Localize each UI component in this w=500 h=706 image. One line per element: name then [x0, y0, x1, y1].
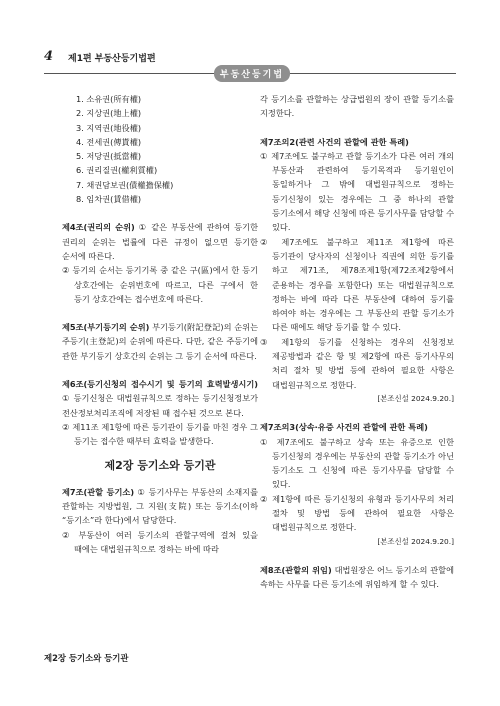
article-title: 제5조(부기등기의 순위)	[62, 322, 150, 333]
article-paragraph: 부기등기(附記登記)의 순위는 주등기(主登記)의 순위에 따른다. 다만, 같은 주등기에 관한 부기등기 상호간의 순위는 그 등기 순서에 따른다.	[62, 322, 258, 361]
article-4	[62, 220, 258, 306]
amendment-note: [본조신설 2024.9.20.]	[377, 536, 454, 546]
section-banner	[214, 65, 290, 82]
chapter-title: 제2장 등기소와 등기관	[104, 458, 216, 472]
article-paragraph: ② 제1항에 따른 등기신청의 유형과 등기사무의 처리 절차 및 방법 등에 관하여 필요한 사항은 대법원규칙으로 정한다.	[260, 493, 454, 533]
list-item: 4. 전세권(傳貰權)	[76, 136, 142, 147]
article-paragraph: ① 같은 부동산에 관하여 등기한 권리의 순위는 법률에 다른 규정이 없으면 등기한 순서에 따른다.	[62, 222, 258, 261]
page-footer: 제2장 등기소와 등기관	[44, 653, 129, 663]
list-item: 2. 지상권(地上權)	[76, 108, 142, 119]
article-7-3	[260, 420, 454, 549]
article-paragraph: ③ 제1항의 등기를 신청하는 경우의 신청정보 제공방법과 같은 항 및 제2항에 따른 등기사무의 처리 절차 및 방법 등에 관하여 필요한 사항은 대법원규칙으로 정한다.	[260, 336, 454, 390]
right-column	[260, 92, 454, 592]
article-7	[62, 485, 258, 556]
list-item: 7. 채권담보권(債權擔保權)	[76, 179, 174, 190]
article-title: 제6조(등기신청의 접수시기 및 등기의 효력발생시기)	[62, 379, 258, 390]
article-title: 제4조(권리의 순위)	[62, 222, 135, 233]
section-banner-label: 부동산등기법	[219, 70, 285, 80]
page-number: 4	[44, 49, 54, 64]
article-paragraph: ① 제7조에도 불구하고 상속 또는 유증으로 인한 등기신청의 경우에는 부동산의 관할 등기소가 아닌 등기소도 그 신청에 따른 등기사무를 담당할 수 있다.	[260, 436, 454, 490]
article-6	[62, 377, 258, 448]
amendment-note: [본조신설 2024.9.20.]	[377, 393, 454, 403]
article-paragraph: ② 제11조 제1항에 따른 등기관이 등기를 마친 경우 그 등기는 접수한 때부터 효력을 발생한다.	[62, 421, 258, 447]
list-item: 5. 저당권(抵當權)	[76, 151, 142, 162]
article-title: 제7조의2(관련 사건의 관할에 관한 특례)	[260, 136, 409, 147]
article-8	[260, 563, 454, 592]
article-title: 제7조의3(상속·유증 사건의 관할에 관한 특례)	[260, 422, 428, 433]
continued-text: 각 등기소를 관할하는 상급법원의 장이 관할 등기소를 지정한다.	[260, 94, 454, 119]
part-title: 제1편 부동산등기법편	[68, 54, 156, 64]
article-paragraph: 대법원장은 어느 등기소의 관할에 속하는 사무를 다른 등기소에 위임하게 할 수 있다.	[260, 564, 454, 590]
article-paragraph: ② 부동산이 여러 등기소의 관할구역에 걸쳐 있을 때에는 대법원규칙으로 정하는 바에 따라	[62, 529, 258, 555]
article-title: 제8조(관할의 위임)	[260, 564, 332, 575]
article-paragraph: ② 등기의 순서는 등기기록 중 같은 구(區)에서 한 등기 상호간에는 순위번호에 따르고, 다른 구에서 한 등기 상호간에는 접수번호에 따른다.	[62, 265, 258, 304]
list-item: 1. 소유권(所有權)	[76, 94, 142, 104]
left-column	[62, 92, 258, 556]
article-paragraph: ① 제7조에도 불구하고 관할 등기소가 다른 여러 개의 부동산과 관련하여 등기목적과 등기원인이 동일하거나 그 밖에 대법원규칙으로 정하는 등기신청이 있는 경우에는 그 중 하나의 관할 등기소에서 해당 신청에 따른 등기사무를 담당할 수 있다.	[260, 150, 454, 233]
article-7-2	[260, 135, 454, 407]
list-item: 6. 권리질권(權利質權)	[76, 165, 158, 176]
article-paragraph: ① 등기신청은 대법원규칙으로 정하는 등기신청정보가 전산정보처리조직에 저장된 때 접수된 것으로 본다.	[62, 393, 258, 418]
page-header	[44, 49, 456, 80]
article-paragraph: ① 등기사무는 부동산의 소재지를 관할하는 지방법원, 그 지원(支院) 또는 등기소(이하 “등기소”라 한다)에서 담당한다.	[62, 486, 259, 526]
article-paragraph: ② 제7조에도 불구하고 제11조 제1항에 따른 등기관이 당사자의 신청이나 직권에 의한 등기를 하고 제71조, 제78조제1항(제72조제2항에서 준용하는 경우를 포함한다) 또는 대법원규칙으로 정하는 바에 따라 다른 부동산에 대하여 등기를 하여야 하는 경우에는 그 부동산의 관할 등기소가 다른 때에도 해당 등기를 할 수 있다.	[260, 236, 454, 333]
article-title: 제7조(관할 등기소)	[62, 486, 135, 497]
list-item: 8. 임차권(賃借權)	[76, 194, 142, 205]
list-item: 3. 지역권(地役權)	[76, 122, 142, 133]
article-5	[62, 320, 258, 363]
